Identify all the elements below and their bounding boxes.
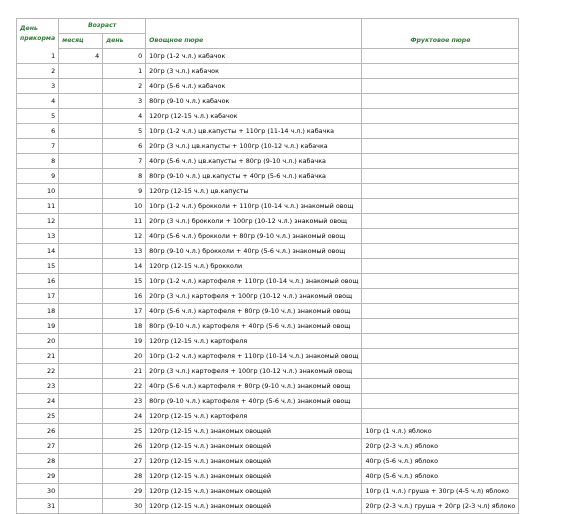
- cell-veg[interactable]: 120гр (12-15 ч.л.) брокколи: [146, 259, 362, 274]
- cell-age[interactable]: 4: [103, 109, 146, 124]
- cell-day[interactable]: 11: [17, 199, 59, 214]
- cell-age[interactable]: 5: [103, 124, 146, 139]
- table-row: [17, 349, 519, 364]
- cell-fruit[interactable]: [362, 349, 519, 364]
- cell-veg[interactable]: 20гр (3 ч.л.) кабачок: [146, 64, 362, 79]
- cell-fruit[interactable]: [362, 289, 519, 304]
- cell-fruit[interactable]: [362, 304, 519, 319]
- cell-day[interactable]: 27: [17, 439, 59, 454]
- cell-month[interactable]: [59, 124, 103, 139]
- cell-day[interactable]: 4: [17, 94, 59, 109]
- header-row-2: [17, 34, 519, 49]
- cell-fruit[interactable]: [362, 409, 519, 424]
- cell-day[interactable]: 19: [17, 319, 59, 334]
- cell-day[interactable]: 15: [17, 259, 59, 274]
- cell-day[interactable]: 2: [17, 64, 59, 79]
- cell-age[interactable]: 1: [103, 64, 146, 79]
- header-month[interactable]: месяц: [59, 34, 103, 49]
- cell-veg[interactable]: 120гр (12-15 ч.л.) картофеля: [146, 334, 362, 349]
- cell-veg[interactable]: 120гр (12-15 ч.л.) знакомых овощей: [146, 484, 362, 499]
- cell-day[interactable]: 6: [17, 124, 59, 139]
- cell-fruit[interactable]: [362, 319, 519, 334]
- cell-age[interactable]: 9: [103, 184, 146, 199]
- cell-month[interactable]: [59, 379, 103, 394]
- table-row: [17, 259, 519, 274]
- cell-month[interactable]: [59, 274, 103, 289]
- header-veg[interactable]: Овощное пюре: [146, 34, 362, 49]
- table-row: [17, 394, 519, 409]
- cell-fruit[interactable]: 10гр (1 ч.л.) яблоко: [362, 424, 519, 439]
- cell-fruit[interactable]: [362, 79, 519, 94]
- cell-month[interactable]: [59, 289, 103, 304]
- cell-month[interactable]: [59, 169, 103, 184]
- cell-fruit[interactable]: [362, 154, 519, 169]
- table-row: [17, 379, 519, 394]
- feeding-table: [16, 18, 519, 514]
- cell-veg[interactable]: 20гр (3 ч.л.) цв.капусты + 100гр (10-12 ч.л.) кабачка: [146, 139, 362, 154]
- cell-age[interactable]: 7: [103, 154, 146, 169]
- table-row: [17, 409, 519, 424]
- table-row: [17, 304, 519, 319]
- cell-age[interactable]: 0: [103, 49, 146, 64]
- cell-month[interactable]: [59, 319, 103, 334]
- table-row: [17, 139, 519, 154]
- cell-age[interactable]: 14: [103, 259, 146, 274]
- cell-veg[interactable]: 80гр (9-10 ч.л.) кабачок: [146, 94, 362, 109]
- cell-age[interactable]: 29: [103, 484, 146, 499]
- header-row-1: [17, 19, 519, 34]
- cell-day[interactable]: 18: [17, 304, 59, 319]
- table-row: [17, 469, 519, 484]
- table-row: [17, 94, 519, 109]
- header-age[interactable]: Возраст: [59, 19, 146, 34]
- cell-day[interactable]: 10: [17, 184, 59, 199]
- cell-day[interactable]: 25: [17, 409, 59, 424]
- table-row: [17, 169, 519, 184]
- cell-fruit[interactable]: [362, 274, 519, 289]
- cell-month[interactable]: [59, 229, 103, 244]
- cell-fruit[interactable]: 10гр (1 ч.л.) груша + 30гр (4-5 ч.л) яблоко: [362, 484, 519, 499]
- cell-veg[interactable]: 10гр (1-2 ч.л.) картофеля + 110гр (10-14 ч.л.) знакомый овощ: [146, 274, 362, 289]
- cell-fruit[interactable]: [362, 379, 519, 394]
- cell-veg[interactable]: 10гр (1-2 ч.л.) цв.капусты + 110гр (11-14 ч.л.) кабачка: [146, 124, 362, 139]
- cell-day[interactable]: 8: [17, 154, 59, 169]
- cell-veg[interactable]: 80гр (9-10 ч.л.) цв.капусты + 40гр (5-6 ч.л.) кабачка: [146, 169, 362, 184]
- cell-veg[interactable]: 10гр (1-2 ч.л.) кабачок: [146, 49, 362, 64]
- header-day[interactable]: День прикорма: [17, 19, 59, 49]
- cell-day[interactable]: 21: [17, 349, 59, 364]
- cell-fruit[interactable]: [362, 199, 519, 214]
- cell-veg[interactable]: 20гр (3 ч.л.) картофеля + 100гр (10-12 ч.л.) знакомый овощ: [146, 364, 362, 379]
- cell-month[interactable]: [59, 469, 103, 484]
- cell-day[interactable]: 16: [17, 274, 59, 289]
- cell-month[interactable]: [59, 94, 103, 109]
- cell-month[interactable]: [59, 109, 103, 124]
- cell-month[interactable]: [59, 304, 103, 319]
- table-row: [17, 109, 519, 124]
- cell-month[interactable]: [59, 424, 103, 439]
- cell-fruit[interactable]: [362, 109, 519, 124]
- cell-veg[interactable]: 120гр (12-15 ч.л.) знакомых овощей: [146, 424, 362, 439]
- cell-age[interactable]: 2: [103, 79, 146, 94]
- cell-day[interactable]: 1: [17, 49, 59, 64]
- cell-age[interactable]: 8: [103, 169, 146, 184]
- cell-month[interactable]: [59, 454, 103, 469]
- cell-fruit[interactable]: [362, 214, 519, 229]
- cell-veg[interactable]: 40гр (5-6 ч.л.) цв.капусты + 80гр (9-10 ч.л.) кабачка: [146, 154, 362, 169]
- cell-age[interactable]: 15: [103, 274, 146, 289]
- table-row: [17, 64, 519, 79]
- header-day-age[interactable]: день: [103, 34, 146, 49]
- table-row: [17, 274, 519, 289]
- cell-month[interactable]: [59, 79, 103, 94]
- cell-day[interactable]: 30: [17, 484, 59, 499]
- cell-age[interactable]: 3: [103, 94, 146, 109]
- cell-fruit[interactable]: [362, 184, 519, 199]
- cell-age[interactable]: 19: [103, 334, 146, 349]
- cell-age[interactable]: 27: [103, 454, 146, 469]
- cell-fruit[interactable]: [362, 64, 519, 79]
- table-row: [17, 154, 519, 169]
- cell-age[interactable]: 28: [103, 469, 146, 484]
- header-fruit[interactable]: Фруктовое пюре: [362, 34, 519, 49]
- cell-veg[interactable]: 40гр (5-6 ч.л.) брокколи + 80гр (9-10 ч.л.) знакомый овощ: [146, 229, 362, 244]
- cell-day[interactable]: 26: [17, 424, 59, 439]
- cell-fruit[interactable]: [362, 94, 519, 109]
- cell-day[interactable]: 20: [17, 334, 59, 349]
- cell-veg[interactable]: 120гр (12-15 ч.л.) цв.капусты: [146, 184, 362, 199]
- cell-veg[interactable]: 120гр (12-15 ч.л.) знакомых овощей: [146, 499, 362, 514]
- table-row: [17, 319, 519, 334]
- cell-month[interactable]: [59, 199, 103, 214]
- table-row: [17, 79, 519, 94]
- cell-month[interactable]: [59, 154, 103, 169]
- cell-age[interactable]: 10: [103, 199, 146, 214]
- cell-day[interactable]: 28: [17, 454, 59, 469]
- cell-month[interactable]: [59, 394, 103, 409]
- cell-veg[interactable]: 10гр (1-2 ч.л.) картофеля + 110гр (10-14 ч.л.) знакомый овощ: [146, 349, 362, 364]
- cell-age[interactable]: 22: [103, 379, 146, 394]
- cell-day[interactable]: 5: [17, 109, 59, 124]
- cell-veg[interactable]: 40гр (5-6 ч.л.) кабачок: [146, 79, 362, 94]
- cell-veg[interactable]: 40гр (5-6 ч.л.) картофеля + 80гр (9-10 ч.л.) знакомый овощ: [146, 304, 362, 319]
- cell-month[interactable]: [59, 439, 103, 454]
- cell-month[interactable]: [59, 139, 103, 154]
- cell-month[interactable]: 4: [59, 49, 103, 64]
- table-row: [17, 424, 519, 439]
- table-row: [17, 244, 519, 259]
- header-fruit-top[interactable]: [362, 19, 519, 34]
- table-row: [17, 49, 519, 64]
- cell-veg[interactable]: 80гр (9-10 ч.л.) картофеля + 40гр (5-6 ч.л.) знакомый овощ: [146, 319, 362, 334]
- table-row: [17, 184, 519, 199]
- cell-age[interactable]: 26: [103, 439, 146, 454]
- cell-fruit[interactable]: [362, 169, 519, 184]
- cell-fruit[interactable]: [362, 244, 519, 259]
- table-row: [17, 214, 519, 229]
- cell-veg[interactable]: 120гр (12-15 ч.л.) кабачок: [146, 109, 362, 124]
- cell-age[interactable]: 17: [103, 304, 146, 319]
- cell-age[interactable]: 24: [103, 409, 146, 424]
- cell-age[interactable]: 16: [103, 289, 146, 304]
- cell-month[interactable]: [59, 64, 103, 79]
- table-row: [17, 454, 519, 469]
- spreadsheet: [16, 18, 519, 514]
- table-row: [17, 334, 519, 349]
- cell-fruit[interactable]: [362, 229, 519, 244]
- cell-month[interactable]: [59, 349, 103, 364]
- table-row: [17, 124, 519, 139]
- cell-month[interactable]: [59, 184, 103, 199]
- cell-month[interactable]: [59, 334, 103, 349]
- cell-fruit[interactable]: [362, 124, 519, 139]
- cell-age[interactable]: 20: [103, 349, 146, 364]
- cut-off-text-line: [16, 492, 536, 500]
- cell-day[interactable]: 13: [17, 229, 59, 244]
- cell-day[interactable]: 3: [17, 79, 59, 94]
- cell-age[interactable]: 12: [103, 229, 146, 244]
- cell-day[interactable]: 23: [17, 379, 59, 394]
- cell-month[interactable]: [59, 364, 103, 379]
- cell-veg[interactable]: 80гр (9-10 ч.л.) брокколи + 40гр (5-6 ч.л.) знакомый овощ: [146, 244, 362, 259]
- table-row: [17, 289, 519, 304]
- cell-month[interactable]: [59, 499, 103, 514]
- cell-age[interactable]: 6: [103, 139, 146, 154]
- cell-fruit[interactable]: [362, 334, 519, 349]
- cell-day[interactable]: 31: [17, 499, 59, 514]
- table-row: [17, 229, 519, 244]
- cell-age[interactable]: 11: [103, 214, 146, 229]
- cell-age[interactable]: 23: [103, 394, 146, 409]
- cell-day[interactable]: 17: [17, 289, 59, 304]
- cell-fruit[interactable]: [362, 139, 519, 154]
- cell-month[interactable]: [59, 214, 103, 229]
- cell-fruit[interactable]: [362, 259, 519, 274]
- cell-month[interactable]: [59, 244, 103, 259]
- cell-fruit[interactable]: [362, 394, 519, 409]
- cell-fruit[interactable]: 20гр (2-3 ч.л.) яблоко: [362, 439, 519, 454]
- header-veg-top[interactable]: [146, 19, 362, 34]
- cell-veg[interactable]: 120гр (12-15 ч.л.) картофеля: [146, 409, 362, 424]
- cell-veg[interactable]: 120гр (12-15 ч.л.) знакомых овощей: [146, 439, 362, 454]
- cell-day[interactable]: 29: [17, 469, 59, 484]
- cell-day[interactable]: 9: [17, 169, 59, 184]
- table-row: [17, 199, 519, 214]
- cell-veg[interactable]: 80гр (9-10 ч.л.) картофеля + 40гр (5-6 ч.л.) знакомый овощ: [146, 394, 362, 409]
- cell-veg[interactable]: 20гр (3 ч.л.) картофеля + 100гр (10-12 ч.л.) знакомый овощ: [146, 289, 362, 304]
- cell-fruit[interactable]: 40гр (5-6 ч.л.) яблоко: [362, 454, 519, 469]
- cell-day[interactable]: 7: [17, 139, 59, 154]
- cell-month[interactable]: [59, 259, 103, 274]
- cell-fruit[interactable]: [362, 364, 519, 379]
- table-body: [17, 19, 519, 514]
- table-row: [17, 364, 519, 379]
- cell-age[interactable]: 25: [103, 424, 146, 439]
- cell-day[interactable]: 12: [17, 214, 59, 229]
- cell-day[interactable]: 24: [17, 394, 59, 409]
- cell-veg[interactable]: 120гр (12-15 ч.л.) знакомых овощей: [146, 454, 362, 469]
- cell-veg[interactable]: 120гр (12-15 ч.л.) знакомых овощей: [146, 469, 362, 484]
- cell-age[interactable]: 30: [103, 499, 146, 514]
- cell-day[interactable]: 14: [17, 244, 59, 259]
- cell-veg[interactable]: 40гр (5-6 ч.л.) картофеля + 80гр (9-10 ч.л.) знакомый овощ: [146, 379, 362, 394]
- table-row: [17, 499, 519, 514]
- cell-age[interactable]: 18: [103, 319, 146, 334]
- cell-veg[interactable]: 10гр (1-2 ч.л.) брокколи + 110гр (10-14 ч.л.) знакомый овощ: [146, 199, 362, 214]
- cell-day[interactable]: 22: [17, 364, 59, 379]
- cell-veg[interactable]: 20гр (3 ч.л.) брокколи + 100гр (10-12 ч.л.) знакомый овощ: [146, 214, 362, 229]
- cell-age[interactable]: 13: [103, 244, 146, 259]
- cell-fruit[interactable]: [362, 49, 519, 64]
- table-row: [17, 439, 519, 454]
- cell-fruit[interactable]: 20гр (2-3 ч.л.) груша + 20гр (2-3 ч.л) яблоко: [362, 499, 519, 514]
- cell-age[interactable]: 21: [103, 364, 146, 379]
- cell-month[interactable]: [59, 409, 103, 424]
- cell-fruit[interactable]: 40гр (5-6 ч.л.) яблоко: [362, 469, 519, 484]
